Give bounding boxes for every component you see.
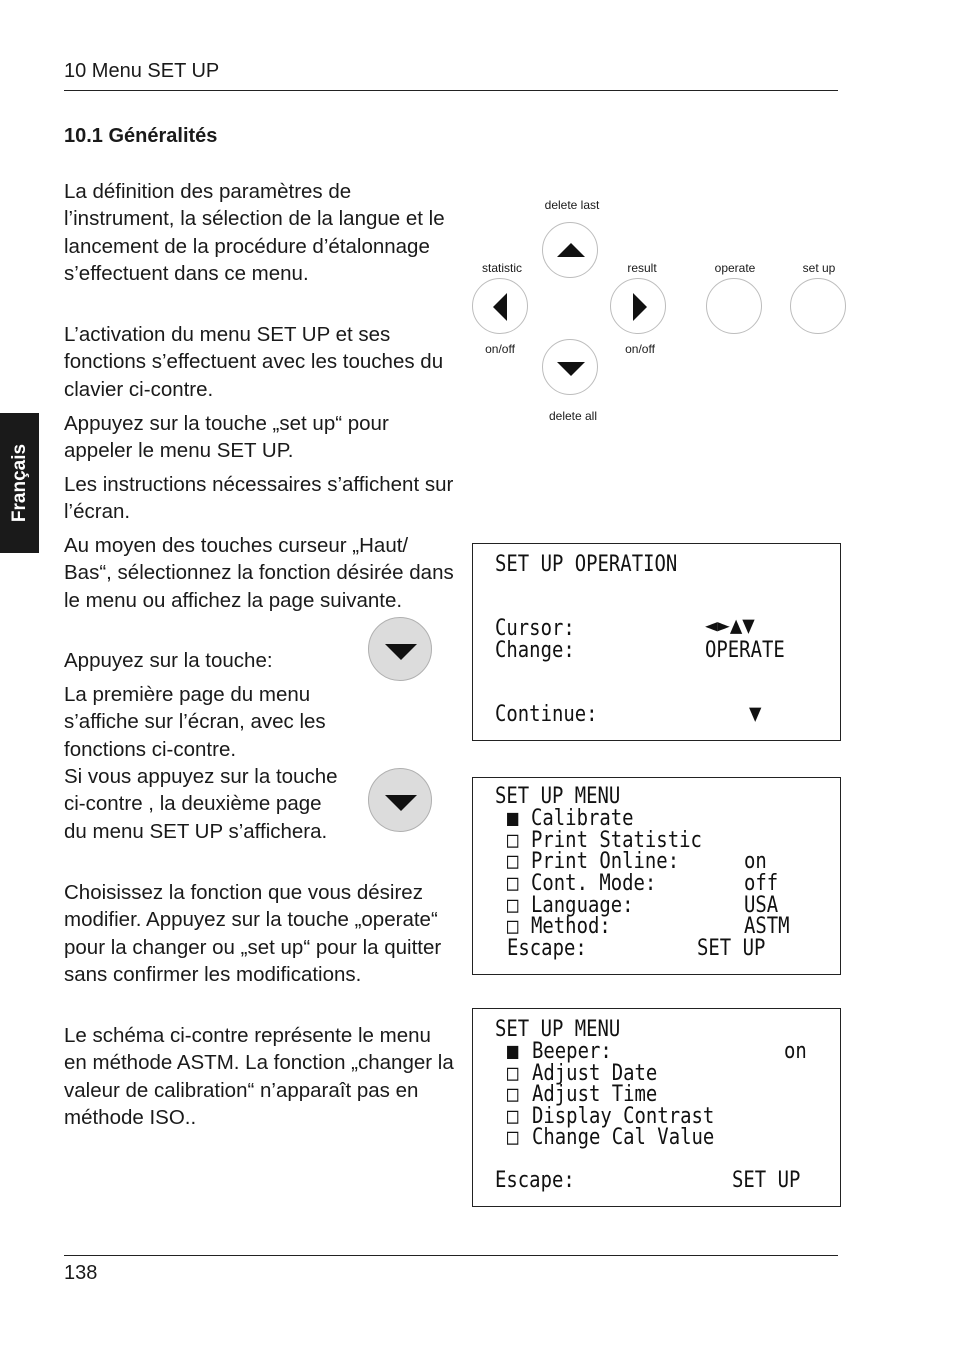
operate-key[interactable] [706, 278, 762, 334]
up-triangle-icon [543, 223, 599, 279]
screen2-row-marker: □ [507, 828, 519, 853]
down-triangle-icon [369, 618, 433, 682]
lcd-screen-setup-menu-page2 [472, 1008, 841, 1207]
screen3-row-marker: □ [507, 1082, 519, 1107]
screen3-title: SET UP MENU [495, 1017, 621, 1042]
screen2-escape-label: Escape: [507, 936, 587, 961]
screen2-row-language[interactable]: Language: [531, 893, 634, 918]
label-delete-all: delete all [548, 409, 598, 423]
down-arrow-key-1[interactable] [368, 617, 432, 681]
left-triangle-icon [473, 279, 529, 335]
screen3-row-beeper[interactable]: Beeper: [532, 1039, 612, 1064]
screen1-continue-label: Continue: [495, 702, 598, 727]
paragraph-activation: L’activation du menu SET UP et ses fonctions s’effectuent avec les touches du clavier ci-contre. [64, 323, 444, 401]
paragraph-astm-method: Le schéma ci-contre représente le menu en méthode ASTM. La fonction „changer la valeur de calibration“ n’apparaît pas en méthode ISO.. [64, 1024, 454, 1129]
paragraph-cursor-keys: Au moyen des touches curseur „Haut/ Bas“, sélectionnez la fonction désirée dans le menu ou affichez la page suivante. [64, 534, 454, 612]
language-side-tab [0, 413, 39, 553]
lcd-screen-setup-operation [472, 543, 841, 741]
screen1-continue-arrow: ▼ [749, 699, 762, 727]
screen1-change-value: OPERATE [705, 638, 785, 663]
down-triangle-icon [369, 769, 433, 833]
screen3-escape-label: Escape: [495, 1168, 575, 1193]
up-key[interactable] [542, 222, 598, 278]
screen3-row-change-cal-value[interactable]: Change Cal Value [532, 1125, 715, 1150]
screen2-row-print-statistic[interactable]: Print Statistic [531, 828, 702, 853]
screen1-change-label: Change: [495, 638, 575, 663]
screen2-row-print-online[interactable]: Print Online: [531, 849, 680, 874]
screen2-row-calibrate[interactable]: Calibrate [531, 806, 634, 831]
paragraph-first-page: La première page du menu s’affiche sur l’écran, avec les fonctions ci-contre. [64, 683, 326, 761]
screen3-row-marker: ■ [507, 1039, 519, 1064]
screen3-row-marker: □ [507, 1104, 519, 1129]
screen2-row-marker: □ [507, 893, 519, 918]
label-onoff-left: on/off [485, 342, 515, 356]
lcd-screen-setup-menu-page1 [472, 777, 841, 975]
screen2-cont-mode-value: off [744, 871, 779, 896]
header-rule [64, 90, 838, 91]
screen2-row-method[interactable]: Method: [531, 914, 611, 939]
screen3-row-adjust-time[interactable]: Adjust Time [532, 1082, 658, 1107]
screen2-title: SET UP MENU [495, 784, 621, 809]
left-key[interactable] [472, 278, 528, 334]
paragraph-press-setup: Appuyez sur la touche „set up“ pour appeler le menu SET UP. [64, 412, 389, 463]
label-onoff-right: on/off [625, 342, 655, 356]
screen3-escape-value: SET UP [732, 1168, 801, 1193]
screen2-language-value: USA [744, 893, 779, 918]
screen2-row-cont-mode[interactable]: Cont. Mode: [531, 871, 657, 896]
screen2-escape-value: SET UP [697, 936, 766, 961]
page-header-title: 10 Menu SET UP [64, 60, 220, 82]
right-triangle-icon [611, 279, 667, 335]
paragraph-second-page: Si vous appuyez sur la touche ci-contre , la deuxième page du menu SET UP s’affichera. [64, 765, 338, 843]
screen2-row-marker: □ [507, 871, 519, 896]
screen2-print-online-value: on [744, 849, 767, 874]
label-operate: operate [714, 261, 756, 275]
footer-rule [64, 1255, 838, 1256]
right-key[interactable] [610, 278, 666, 334]
screen3-beeper-value: on [784, 1039, 807, 1064]
section-title: 10.1 Généralités [64, 125, 218, 147]
screen3-row-adjust-date[interactable]: Adjust Date [532, 1061, 658, 1086]
screen1-cursor-arrows: ◄►▲▼ [705, 611, 755, 639]
set-up-key[interactable] [790, 278, 846, 334]
label-result: result [627, 261, 657, 275]
screen2-method-value: ASTM [744, 914, 790, 939]
screen3-row-marker: □ [507, 1125, 519, 1150]
screen3-row-display-contrast[interactable]: Display Contrast [532, 1104, 715, 1129]
paragraph-choose-function: Choisissez la fonction que vous désirez modifier. Appuyez sur la touche „operate“ pour la changer ou „set up“ pour la quitter sans confirmer les modifications. [64, 881, 442, 986]
screen2-row-marker: □ [507, 849, 519, 874]
screen1-cursor-label: Cursor: [495, 616, 575, 641]
paragraph-press-key: Appuyez sur la touche: [64, 649, 273, 672]
screen1-title: SET UP OPERATION [495, 552, 678, 577]
side-tab-label: Français [8, 443, 30, 523]
screen3-row-marker: □ [507, 1061, 519, 1086]
label-set-up: set up [802, 261, 836, 275]
paragraph-instructions: Les instructions nécessaires s’affichent sur l’écran. [64, 473, 454, 524]
paragraph-intro: La définition des paramètres de l’instrument, la sélection de la langue et le lancement de la procédure d’étalonnage s’effectuent dans ce menu. [64, 180, 445, 285]
down-key[interactable] [542, 339, 598, 395]
down-arrow-key-2[interactable] [368, 768, 432, 832]
screen2-row-marker: ■ [507, 806, 519, 831]
label-statistic: statistic [481, 261, 523, 275]
page-number: 138 [64, 1262, 98, 1284]
down-triangle-icon [543, 340, 599, 396]
label-delete-last: delete last [544, 198, 600, 212]
screen2-row-marker: □ [507, 914, 519, 939]
